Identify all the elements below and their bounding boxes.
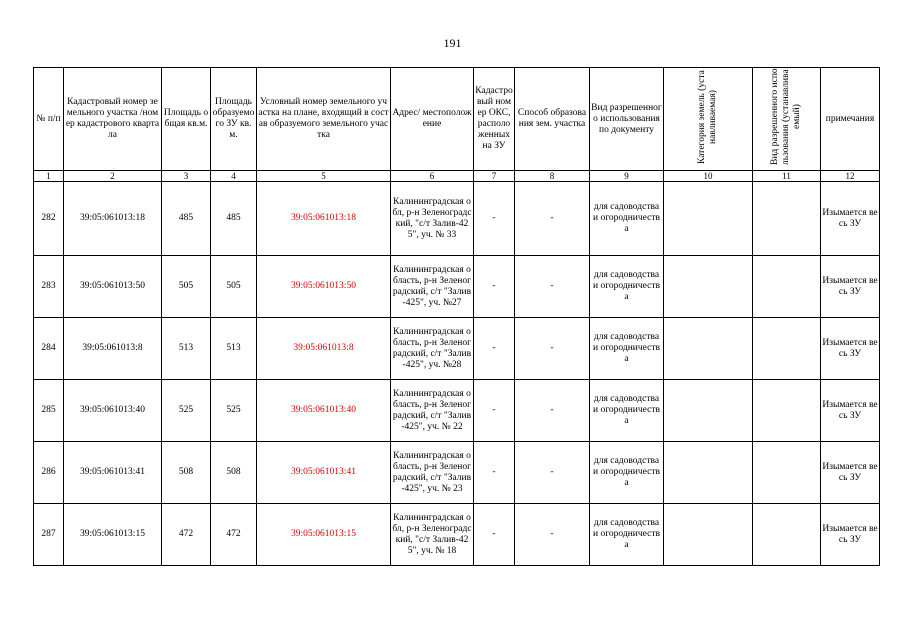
column-number: 8 <box>515 171 590 182</box>
note: Изымается весь ЗУ <box>821 380 880 442</box>
column-number: 6 <box>391 171 474 182</box>
permitted-use: для садоводства и огородничества <box>590 256 664 318</box>
page-number: 191 <box>443 36 462 50</box>
permitted-use-set <box>753 182 821 256</box>
land-category <box>664 504 753 566</box>
permitted-use-set <box>753 504 821 566</box>
land-category <box>664 318 753 380</box>
oks-number: - <box>474 182 515 256</box>
row-number: 287 <box>34 504 64 566</box>
total-area: 525 <box>162 380 211 442</box>
cadastral-number: 39:05:061013:50 <box>64 256 162 318</box>
oks-number: - <box>474 318 515 380</box>
cadastral-number: 39:05:061013:41 <box>64 442 162 504</box>
table-row <box>34 318 880 380</box>
formed-area: 513 <box>211 318 257 380</box>
permitted-use-set <box>753 380 821 442</box>
conditional-number: 39:05:061013:50 <box>257 256 391 318</box>
column-number: 1 <box>34 171 64 182</box>
column-number: 3 <box>162 171 211 182</box>
total-area: 505 <box>162 256 211 318</box>
cadastral-number: 39:05:061013:40 <box>64 380 162 442</box>
formation-method: - <box>515 256 590 318</box>
land-category <box>664 442 753 504</box>
total-area: 513 <box>162 318 211 380</box>
conditional-number: 39:05:061013:41 <box>257 442 391 504</box>
address: Калининградская область, р-н Зеленоградский, с/т "Залив-425", уч. № 22 <box>391 380 474 442</box>
formed-area: 508 <box>211 442 257 504</box>
cadastral-number: 39:05:061013:8 <box>64 318 162 380</box>
header-land-category: Категория земель (устанавливаемая) <box>664 68 753 171</box>
note: Изымается весь ЗУ <box>821 256 880 318</box>
column-number: 10 <box>664 171 753 182</box>
land-plot-register-table <box>33 67 880 566</box>
conditional-number: 39:05:061013:18 <box>257 182 391 256</box>
permitted-use-set <box>753 442 821 504</box>
permitted-use-set <box>753 256 821 318</box>
note: Изымается весь ЗУ <box>821 182 880 256</box>
formed-area: 525 <box>211 380 257 442</box>
formed-area: 485 <box>211 182 257 256</box>
column-number: 12 <box>821 171 880 182</box>
conditional-number: 39:05:061013:8 <box>257 318 391 380</box>
row-number: 286 <box>34 442 64 504</box>
row-number: 282 <box>34 182 64 256</box>
formation-method: - <box>515 380 590 442</box>
header-formation-method: Способ образования зем. участка <box>515 68 590 171</box>
permitted-use: для садоводства и огородничества <box>590 380 664 442</box>
column-number: 7 <box>474 171 515 182</box>
cadastral-number: 39:05:061013:15 <box>64 504 162 566</box>
conditional-number: 39:05:061013:40 <box>257 380 391 442</box>
column-number-row <box>34 171 880 182</box>
permitted-use: для садоводства и огородничества <box>590 318 664 380</box>
header-permitted-use-set: Вид разрешенного использования (устанавливаемый) <box>753 68 821 171</box>
header-row <box>34 68 880 171</box>
table-row <box>34 256 880 318</box>
formed-area: 505 <box>211 256 257 318</box>
header-conditional-number: Условный номер земельного участка на плане, входящий в состав образуемого земельного участка <box>257 68 391 171</box>
column-number: 2 <box>64 171 162 182</box>
land-category <box>664 182 753 256</box>
header-address: Адрес/ местоположение <box>391 68 474 171</box>
address: Калининградская область, р-н Зеленоградский, с/т "Залив-425", уч. №27 <box>391 256 474 318</box>
note: Изымается весь ЗУ <box>821 504 880 566</box>
conditional-number: 39:05:061013:15 <box>257 504 391 566</box>
table-row <box>34 504 880 566</box>
row-number: 283 <box>34 256 64 318</box>
permitted-use: для садоводства и огородничества <box>590 442 664 504</box>
header-formed-area: Площадь образуемого ЗУ кв.м. <box>211 68 257 171</box>
oks-number: - <box>474 380 515 442</box>
address: Калининградская область, р-н Зеленоградский, с/т "Залив-425", уч. № 23 <box>391 442 474 504</box>
note: Изымается весь ЗУ <box>821 318 880 380</box>
formation-method: - <box>515 318 590 380</box>
column-number: 11 <box>753 171 821 182</box>
cadastral-number: 39:05:061013:18 <box>64 182 162 256</box>
oks-number: - <box>474 504 515 566</box>
table-row <box>34 182 880 256</box>
address: Калининградская обл, р-н Зеленоградский, "с/т Залив-425", уч. № 33 <box>391 182 474 256</box>
header-permitted-use: Вид разрешенного использования по документу <box>590 68 664 171</box>
table-row <box>34 442 880 504</box>
row-number: 285 <box>34 380 64 442</box>
address: Калининградская обл, р-н Зеленоградский, "с/т Залив-425", уч. № 18 <box>391 504 474 566</box>
permitted-use: для садоводства и огородничества <box>590 504 664 566</box>
oks-number: - <box>474 256 515 318</box>
column-number: 5 <box>257 171 391 182</box>
header-row-number: № п/п <box>34 68 64 171</box>
formation-method: - <box>515 504 590 566</box>
table-row <box>34 380 880 442</box>
permitted-use: для садоводства и огородничества <box>590 182 664 256</box>
row-number: 284 <box>34 318 64 380</box>
column-number: 4 <box>211 171 257 182</box>
permitted-use-set <box>753 318 821 380</box>
total-area: 472 <box>162 504 211 566</box>
address: Калининградская область, р-н Зеленоградский, с/т "Залив-425", уч. №28 <box>391 318 474 380</box>
land-category <box>664 256 753 318</box>
total-area: 485 <box>162 182 211 256</box>
formation-method: - <box>515 182 590 256</box>
header-oks-number: Кадастровый номер ОКС, расположенных на ЗУ <box>474 68 515 171</box>
land-category <box>664 380 753 442</box>
header-total-area: Площадь общая кв.м. <box>162 68 211 171</box>
header-cadastral-number: Кадастровый номер земельного участка /номер кадастрового квартала <box>64 68 162 171</box>
oks-number: - <box>474 442 515 504</box>
total-area: 508 <box>162 442 211 504</box>
column-number: 9 <box>590 171 664 182</box>
formed-area: 472 <box>211 504 257 566</box>
header-notes: примечания <box>821 68 880 171</box>
formation-method: - <box>515 442 590 504</box>
note: Изымается весь ЗУ <box>821 442 880 504</box>
